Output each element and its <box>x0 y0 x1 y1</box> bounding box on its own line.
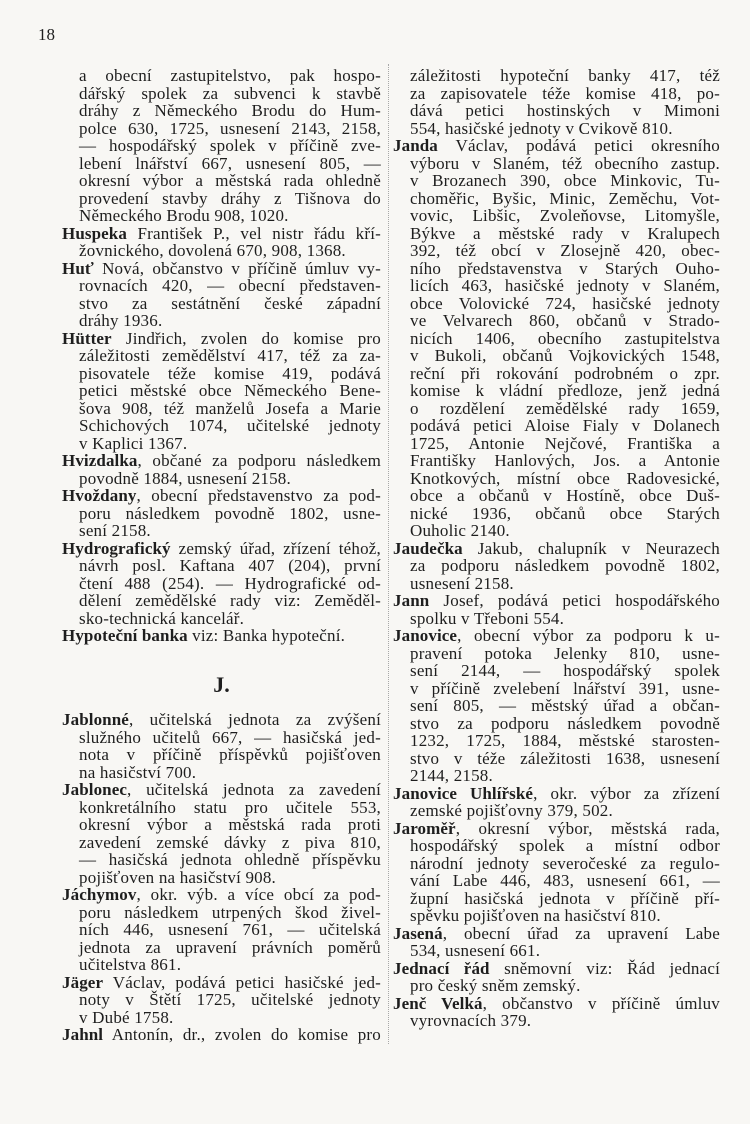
entry-line: provedení stavby dráhy z Tišnova do <box>79 188 381 208</box>
entry-headword: Jáchymov <box>62 885 137 904</box>
entry-line: služného učitelů 667, — hasičská jed- <box>79 727 381 747</box>
entry-line: v příčině zvelebení lnářství 391, usne- <box>410 678 720 698</box>
entry-first-line <box>62 781 381 799</box>
entry-line: konkretálního statu pro učitele 553, <box>79 797 381 817</box>
entry-text: , občané za podporu následkem <box>137 451 381 470</box>
entry-group <box>393 67 720 1030</box>
entry-headword: Hvizdalka <box>62 451 138 470</box>
entry-line: v Bukoli, občanů Vojkovických 1548, <box>410 346 720 365</box>
entry-text: Nová, občanstvo v příčině úmluv vy- <box>93 258 381 278</box>
index-entry <box>393 540 720 593</box>
index-entry <box>393 960 720 995</box>
entry-first-line <box>62 711 381 729</box>
entry-first-line <box>393 925 720 943</box>
entry-text: , okr. výb. a více obcí za pod- <box>136 885 381 904</box>
entry-line: sení 2158. <box>79 521 151 540</box>
entry-line: na hasičství 700. <box>79 762 197 782</box>
entry-headword: Janovice <box>393 626 458 645</box>
entry-text: Josef, podává petici hospodářského <box>429 591 720 610</box>
index-entry <box>62 225 381 260</box>
entry-line: nota v příčině příspěvků pojišťoven <box>79 745 381 764</box>
entry-text: viz: Banka hypoteční. <box>187 626 346 645</box>
entry-first-line <box>62 330 381 348</box>
entry-line: povodně 1884, usnesení 2158. <box>79 468 291 488</box>
entry-headword: Jenč Velká <box>393 993 483 1013</box>
index-entry <box>62 452 381 487</box>
entry-line: zavedení zemské dávky z piva 810, <box>79 832 381 852</box>
entry-line: nicích 1406, obecního zastupitelstva <box>410 328 720 348</box>
left-column <box>62 67 381 1044</box>
entry-line: výboru v Slaném, též obecního zastup. <box>410 153 720 173</box>
index-entry <box>62 627 381 645</box>
entry-line: stvo za sestátnění české západní <box>79 293 381 313</box>
entry-line: usnesení 2158. <box>410 573 514 593</box>
entry-group <box>62 711 381 1044</box>
entry-line: 392, též obcí v Zlosejně 420, obec- <box>410 241 720 260</box>
entry-headword: Jaroměř <box>393 818 456 838</box>
entry-line: žovnického, dovolená 670, 908, 1368. <box>79 241 346 260</box>
entry-headword: Hvoždany <box>62 486 137 505</box>
entry-line: sení 805, — městský úřad a občan- <box>410 696 720 715</box>
entry-line: poru následkem povodně 1802, usne- <box>79 503 381 523</box>
entry-line: reční při rokování podrobném o zpr. <box>410 363 720 383</box>
entry-text: Jindřich, zvolen do komise pro <box>111 328 381 348</box>
entry-first-line <box>393 785 720 803</box>
entry-first-line <box>62 260 381 278</box>
right-column <box>393 67 720 1030</box>
entry-line: dělení zemědělské rady viz: Zeměděl- <box>79 591 381 610</box>
entry-text: , obecní výbor za podporu k u- <box>457 626 720 645</box>
entry-headword: Jann <box>393 591 430 610</box>
entry-line: rovnacích 420, — obecní představen- <box>79 276 381 295</box>
entry-first-line <box>393 960 720 978</box>
entry-headword: Jäger <box>62 972 104 992</box>
index-entry <box>62 974 381 1027</box>
entry-first-line <box>62 974 381 992</box>
entry-line: učitelstva 861. <box>79 955 182 974</box>
entry-line: 2144, 2158. <box>410 766 493 785</box>
entry-first-line <box>62 540 381 558</box>
entry-line: komise k vládní předloze, jenž jedná <box>410 381 720 400</box>
index-entry <box>62 260 381 330</box>
entry-text: sněmovní viz: Řád jednací <box>489 958 720 978</box>
index-entry <box>62 781 381 886</box>
entry-headword: Huť <box>62 258 94 278</box>
index-entry <box>62 540 381 628</box>
entry-line: ního představenstva v Starých Ouho- <box>410 258 720 278</box>
entry-line: poru následkem utrpených škod živel- <box>79 902 381 922</box>
entry-text: , obecní představenstvo za pod- <box>136 486 381 505</box>
entry-text: , okr. výbor za zřízení <box>533 783 720 803</box>
entry-line: spolku v Třeboni 554. <box>410 608 565 628</box>
entry-line: licích 463, hasičské jednoty v Slaném, <box>410 276 720 295</box>
entry-line: župní hasičská jednota v příčině pří- <box>410 888 720 908</box>
entry-headword: Hypoteční banka <box>62 626 188 645</box>
entry-line: — hospodářský spolek v příčině zve- <box>79 136 381 155</box>
entry-first-line <box>393 137 720 155</box>
entry-line: choměřic, Byšic, Minic, Zeměchu, Vot- <box>410 188 720 208</box>
entry-line: ve Velvarech 860, občanů v Strado- <box>410 311 720 330</box>
entry-line: okresní výbor a městská rada ohledně <box>79 171 381 190</box>
entry-line: podává petici Aloise Fialy v Dolanech <box>410 416 720 435</box>
index-entry <box>62 330 381 453</box>
index-entry <box>62 711 381 781</box>
entry-group <box>62 67 381 645</box>
index-entry <box>62 1026 381 1044</box>
index-entry <box>393 627 720 785</box>
entry-line: pisovatele téže komise 419, podává <box>79 363 381 383</box>
entry-first-line <box>393 995 720 1013</box>
entry-text: , učitelská jednota za zavedení <box>127 780 381 799</box>
entry-line: stvo v téže záležitosti 1638, usnesení <box>410 748 720 768</box>
entry-line: sko-technická kancelář. <box>79 608 245 628</box>
entry-line: dráhy z Německého Brodu do Hum- <box>79 101 381 120</box>
entry-first-line <box>62 487 381 505</box>
entry-first-line <box>393 540 720 558</box>
entry-line: vyrovnacích 379. <box>410 1011 532 1030</box>
entry-line: pojišťoven na hasičství 908. <box>79 867 277 887</box>
entry-line: hospodářský spolek a místní odbor <box>410 836 720 855</box>
entry-first-line <box>62 886 381 904</box>
entry-line: o rozdělení zemědělské rady 1659, <box>410 398 720 418</box>
entry-first-line <box>393 627 720 645</box>
entry-text: , obecní úřad za upravení Labe <box>442 923 720 943</box>
entry-first-line <box>62 627 381 645</box>
entry-line: Knotkových, místní obce Radovesické, <box>410 468 720 488</box>
entry-text: Václav, podává petici hasičské jed- <box>103 972 381 992</box>
entry-line: šova 908, též manželů Josefa a Marie <box>79 398 381 418</box>
entry-line: dává petici hostinských v Mimoni <box>410 101 720 120</box>
entry-headword: Jednací řád <box>393 958 490 978</box>
index-entry <box>393 785 720 820</box>
entry-headword: Huspeka <box>62 223 127 243</box>
entry-line: pravení potoka Jelenky 810, usne- <box>410 643 720 663</box>
entry-line: za podporu následkem povodně 1802, <box>410 556 720 575</box>
entry-line: záležitosti hypoteční banky 417, též <box>410 66 720 85</box>
entry-line: čtení 488 (254). — Hydrografické od- <box>79 573 381 593</box>
entry-line: spěvku pojišťoven na hasičství 810. <box>410 906 661 925</box>
entry-line: dráhy 1936. <box>79 311 163 330</box>
entry-line: Německého Brodu 908, 1020. <box>79 206 289 225</box>
entry-line: 1232, 1725, 1884, městské starosten- <box>410 731 720 750</box>
entry-headword: Jasená <box>393 923 443 943</box>
entry-line: Ouholic 2140. <box>410 521 510 540</box>
entry-line: sení 2144, — hospodářský spolek <box>410 661 720 680</box>
index-entry <box>393 137 720 540</box>
index-entry <box>62 487 381 540</box>
index-entry <box>393 820 720 925</box>
section-heading: J. <box>213 671 230 697</box>
entry-line: za zapisovatele téže komise 418, po- <box>410 83 720 103</box>
entry-headword: Jablonné <box>62 710 129 729</box>
entry-text: Antonín, dr., zvolen do komise pro <box>103 1025 381 1044</box>
entry-line: okresní výbor a městská rada proti <box>79 815 381 834</box>
entry-line: vání Labe 446, 483, usnesení 661, — <box>410 871 720 890</box>
index-entry <box>62 67 381 225</box>
entry-line: záležitosti zemědělství 417, též za za- <box>79 346 381 365</box>
entry-text: Václav, podává petici okresního <box>437 136 720 155</box>
entry-line: pro český sněm zemský. <box>410 976 581 995</box>
entry-headword: Jaudečka <box>393 538 463 558</box>
entry-line: a obecní zastupitelstvo, pak hospo- <box>79 66 381 85</box>
index-entry <box>393 67 720 137</box>
entry-line: ních 446, usnesení 761, — učitelská <box>79 920 381 939</box>
entry-line: dářský spolek za subvenci k stavbě <box>79 83 381 103</box>
entry-headword: Hydrografický <box>62 538 171 558</box>
entry-first-line <box>62 452 381 470</box>
entry-text: zemský úřad, zřízení téhož, <box>170 538 381 558</box>
entry-line: návrh posl. Kaftana 407 (204), první <box>79 556 381 575</box>
entry-line: nické 1936, občanů obce Starých <box>410 503 720 523</box>
entry-text: František P., vel nistr řádu kří- <box>126 223 381 243</box>
entry-first-line <box>62 225 381 243</box>
index-entry <box>393 925 720 960</box>
entry-line: obce a občanů v Hostíně, obce Duš- <box>410 486 720 505</box>
entry-line: Býkve a městské rady v Kralupech <box>410 223 720 243</box>
entry-headword: Hütter <box>62 328 112 348</box>
entry-line: petici městské obce Německého Bene- <box>79 381 381 400</box>
entry-line: 554, hasičské jednoty v Cvikově 810. <box>410 118 673 138</box>
entry-line: národní jednoty severočeské za regulo- <box>410 853 720 873</box>
entry-first-line <box>393 820 720 838</box>
entry-line: lebení lnářství 667, usnesení 805, — <box>79 153 381 173</box>
entry-line: 1725, Antonie Nejčové, Františka a <box>410 433 720 453</box>
entry-line: — hasičská jednota ohledně příspěvku <box>79 850 381 869</box>
entry-line: Schichových 1074, učitelské jednoty <box>79 416 381 435</box>
entry-text: , učitelská jednota za zvýšení <box>128 710 381 729</box>
index-entry <box>393 995 720 1030</box>
index-entry <box>393 592 720 627</box>
page-number: 18 <box>38 25 55 44</box>
entry-line: v Dubé 1758. <box>79 1007 174 1027</box>
entry-line: zemské pojišťovny 379, 502. <box>410 801 613 820</box>
entry-text: Jakub, chalupník v Neurazech <box>462 538 720 558</box>
entry-line: vovic, Libšic, Zvoleňovse, Litomyšle, <box>410 206 720 225</box>
entry-line: 534, usnesení 661. <box>410 941 541 960</box>
entry-line: v Kaplici 1367. <box>79 433 188 453</box>
entry-text: , okresní výbor, městská rada, <box>455 818 720 838</box>
entry-line: Františky Hanlových, Jos. a Antonie <box>410 451 720 470</box>
column-divider <box>388 64 389 1044</box>
entry-headword: Janovice Uhlířské <box>393 783 534 803</box>
entry-first-line <box>393 592 720 610</box>
index-entry <box>62 886 381 974</box>
entry-line: stvo za podporu následkem povodně <box>410 713 720 733</box>
entry-line: v Brozanech 390, obce Minkovic, Tu- <box>410 171 720 190</box>
entry-text: , občanstvo v příčině úmluv <box>482 993 720 1013</box>
entry-line: noty v Štětí 1725, učitelské jednoty <box>79 990 381 1009</box>
entry-line: polce 630, 1725, usnesení 2143, 2158, <box>79 118 381 138</box>
entry-headword: Jablonec <box>62 780 128 799</box>
entry-headword: Janda <box>393 136 438 155</box>
entry-first-line <box>62 1026 381 1044</box>
entry-headword: Jahnl <box>62 1025 104 1044</box>
entry-line: jednota za upravení právních poměrů <box>79 937 381 957</box>
entry-line: obce Volovické 724, hasičské jednoty <box>410 293 720 313</box>
